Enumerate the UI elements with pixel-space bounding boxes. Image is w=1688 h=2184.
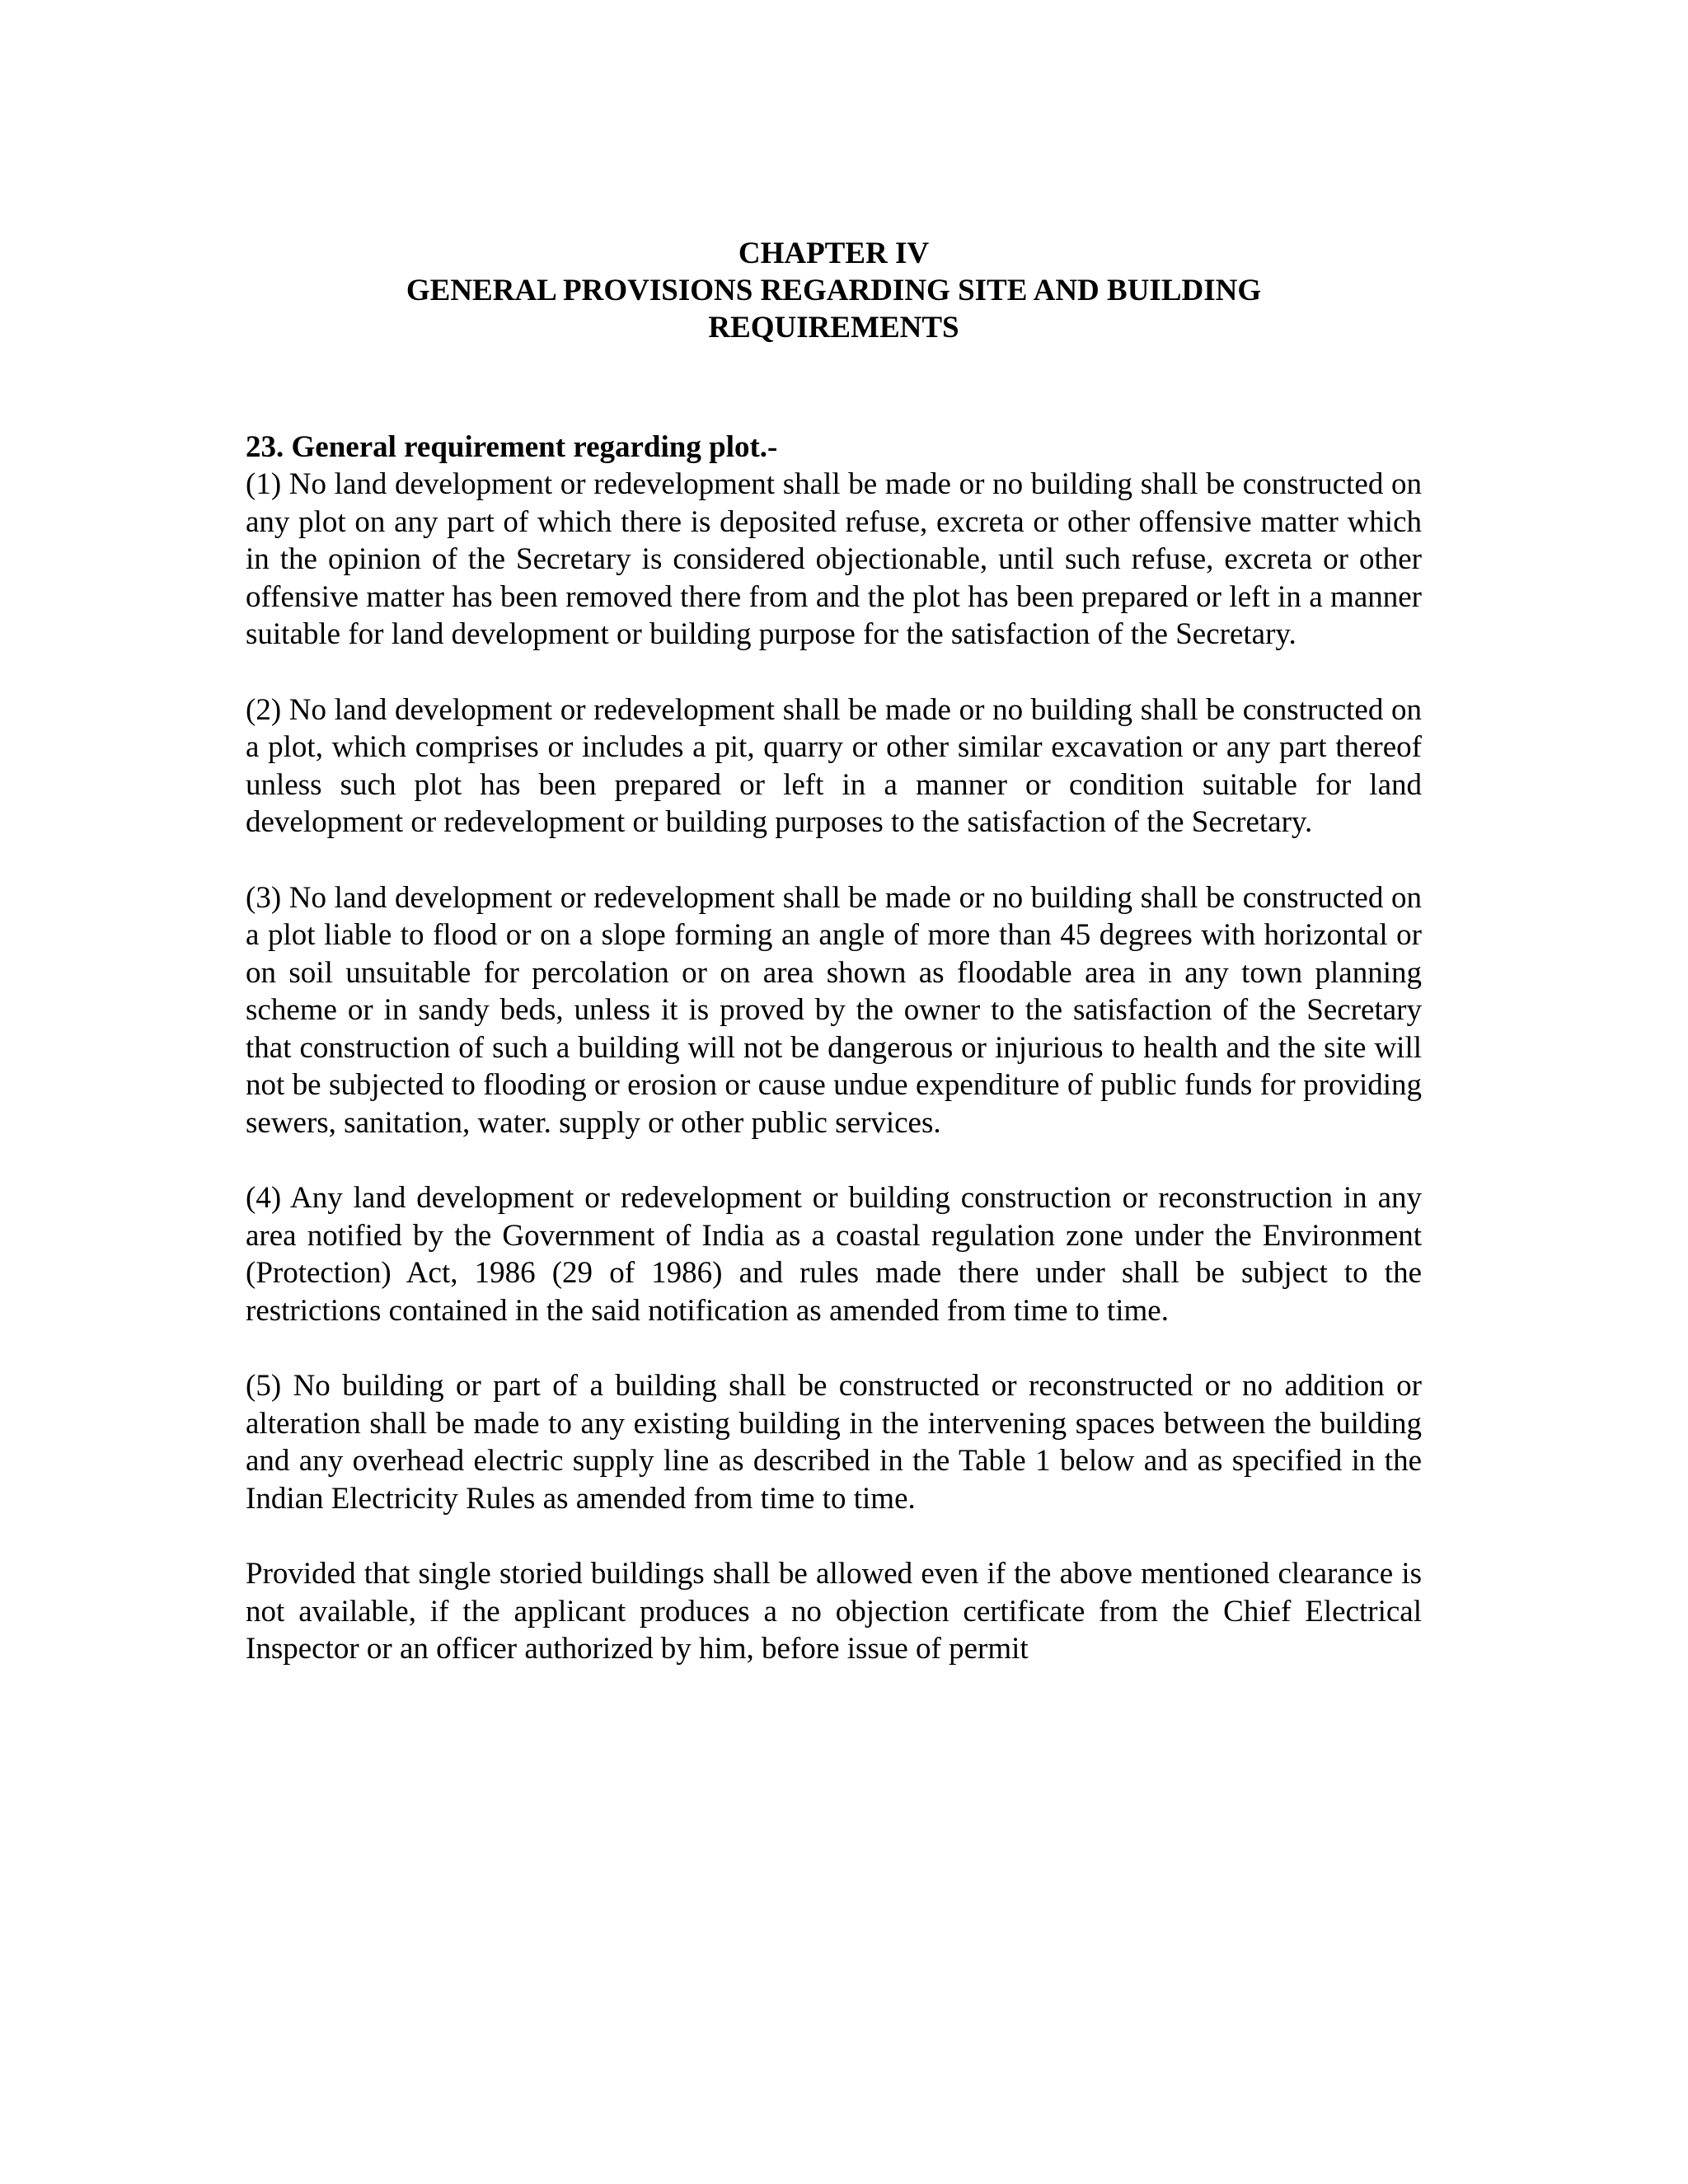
clause-4: (4) Any land development or redevelopment or building construction or reconstruction in any area notified by the Government of India as a coastal regulation zone under the Environment (Protection) Act, 1986 (29 of 1986) and rules made there under shall be subject to the restrictions contained in the said notification as amended from time to time. bbox=[246, 1181, 1422, 1328]
chapter-number: CHAPTER IV bbox=[738, 237, 930, 270]
clause-1: (1) No land development or redevelopment shall be made or no building shall be constructed on any plot on any part of which there is deposited refuse, excreta or other offensive matter which in the opinion of the Secretary is considered objectionable, until such refuse, excreta or other offensive matter has been removed there from and the plot has been prepared or left in a manner suitable for land development or building purpose for the satisfaction of the Secretary. bbox=[246, 467, 1422, 651]
section-23 bbox=[246, 429, 1422, 1668]
spacer bbox=[246, 346, 1422, 429]
chapter-title-continued: REQUIREMENTS bbox=[708, 311, 959, 344]
clause-2: (2) No land development or redevelopment shall be made or no building shall be constructed on a plot, which comprises or includes a pit, quarry or other similar excavation or any part thereof unless such plot has been prepared or left in a manner or condition suitable for land development or redevelopment or building purposes to the satisfaction of the Secretary. bbox=[246, 692, 1422, 839]
clause-3: (3) No land development or redevelopment shall be made or no building shall be constructed on a plot liable to flood or on a slope forming an angle of more than 45 degrees with horizontal or on soil unsuitable for percolation or on area shown as floodable area in any town planning scheme or in sandy beds, unless it is proved by the owner to the satisfaction of the Secretary that construction of such a building will not be dangerous or injurious to health and the site will not be subjected to flooding or erosion or cause undue expenditure of public funds for providing sewers, sanitation, water. supply or other public services. bbox=[246, 880, 1422, 1140]
clause-5: (5) No building or part of a building shall be constructed or reconstructed or no addition or alteration shall be made to any existing building in the intervening spaces between the building and any overhead electric supply line as described in the Table 1 below and as specified in the Indian Electricity Rules as amended from time to time. bbox=[246, 1369, 1422, 1516]
chapter-title: GENERAL PROVISIONS REGARDING SITE AND BUILDING bbox=[406, 274, 1262, 307]
chapter-header bbox=[246, 235, 1422, 346]
document-page bbox=[246, 235, 1422, 1668]
proviso: Provided that single storied buildings shall be allowed even if the above mentioned clearance is not available, if the applicant produces a no objection certificate from the Chief Electrical Inspector or an officer authorized by him, before issue of permit bbox=[246, 1557, 1422, 1666]
section-title: 23. General requirement regarding plot.- bbox=[246, 430, 778, 464]
